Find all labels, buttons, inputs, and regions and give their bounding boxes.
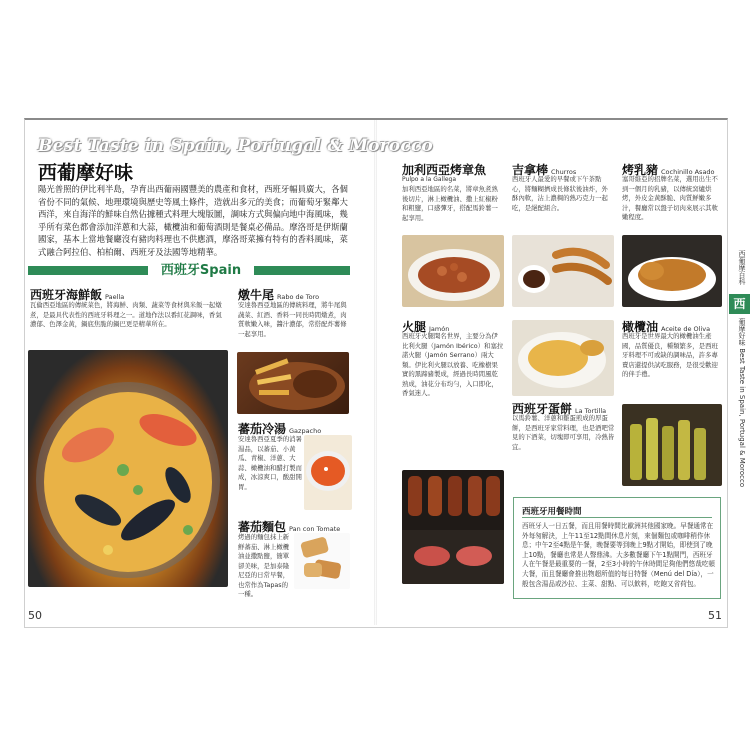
dish-title-paella: 西班牙海鮮飯 Paella xyxy=(30,288,125,302)
dish-title-gazpacho: 蕃茄冷湯 Gazpacho xyxy=(238,422,322,436)
jamon-illustration xyxy=(402,470,504,584)
gazpacho-illustration xyxy=(304,435,352,510)
meal-times-box xyxy=(513,497,721,599)
tortilla-photo xyxy=(512,320,614,396)
section-banner-spain xyxy=(28,262,350,279)
dish-text-rabo: 安達魯西亞地區的傳統料理，將牛尾與蔬菜、紅酒、香料一同長時間燉煮，肉質軟嫩入味，醬汁濃郁，常搭配炸薯條一起享用。 xyxy=(238,301,347,338)
dish-title-churros: 吉拿棒 Churros xyxy=(512,163,577,177)
churros-photo xyxy=(512,235,614,307)
dish-title-tortilla: 西班牙蛋餅 La Tortilla xyxy=(512,402,607,416)
page-title: 西葡摩好味 xyxy=(38,162,134,184)
dish-text-tortilla: 以馬鈴薯、洋蔥和雞蛋煎成的厚蛋餅，是西班牙家常料理，也是酒吧常見的下酒菜，切塊即可享用，冷熱皆宜。 xyxy=(512,414,615,451)
meal-box-title: 西班牙用餐時間 xyxy=(522,507,582,517)
churros-illustration xyxy=(512,235,614,307)
jamon-photo xyxy=(402,470,504,584)
dish-title-aceite: 橄欖油 Aceite de Oliva xyxy=(622,320,711,334)
english-title: Best Taste in Spain, Portugal & Morocco xyxy=(38,136,433,156)
gazpacho-photo xyxy=(304,435,352,510)
dish-text-aceite: 西班牙是世界最大的橄欖油生產國，品質優良，種類繁多，是西班牙料理不可或缺的調味品，許多專賣店還提供試吃服務，是很受歡迎的伴手禮。 xyxy=(622,332,718,378)
pulpo-photo xyxy=(402,235,504,307)
page-number-left: 50 xyxy=(28,609,42,622)
dish-title-jamon: 火腿 Jamón xyxy=(402,320,450,334)
page-number-right: 51 xyxy=(708,609,722,622)
rabo-illustration xyxy=(237,352,349,414)
paella-photo xyxy=(28,350,228,587)
cochinillo-photo xyxy=(622,235,722,307)
chapter-side-tab xyxy=(729,250,750,488)
pantomate-illustration xyxy=(294,533,350,589)
dish-title-cochinillo: 烤乳豬 Cochinillo Asado xyxy=(622,163,715,177)
dish-text-paella: 瓦倫西亞地區的傳統菜色，將海鮮、肉類、蔬菜等食材與米飯一起燉煮，是最具代表性的西班牙料理之一。道地作法以番紅花調味，香氣濃郁、色澤金黃，鍋底焦脆的鍋巴更是精華所在。 xyxy=(30,301,222,328)
cochinillo-illustration xyxy=(622,235,722,307)
intro-paragraph: 陽光普照的伊比利半島，孕育出西葡兩國豐美的農產和食材，西班牙幅員廣大，各個省份不同的氣候、地理環境與歷史等風土條件，造就出多元的美食；而葡萄牙緊鄰大西洋，來自海洋的鮮味自然佔據種式料理大塊版圖，調味方式與偏向地中海風味，幾乎所有菜色都會添加洋蔥和大蒜，橄欖油和葡萄酒則是餐桌必備品。摩洛哥是伊斯蘭國家，基本上當地餐廳沒有豬肉料理也不供應酒，摩洛哥菜擁有特有的香料風味，菜式融合阿拉伯、柏柏爾、西班牙及法國等地精華。 xyxy=(38,184,348,257)
dish-text-gazpacho: 安達魯西亞夏季的消暑湯品，以蕃茄、小黃瓜、青椒、洋蔥、大蒜、橄欖油和醋打製而成，冰涼爽口，酸甜開胃。 xyxy=(238,435,302,491)
meal-box-text: 西班牙人一日五餐，而且用餐時間比歐洲其他國家晚。早餐通常在外每匆解決，上午11至12點間休息片刻，來個麵包或咖啡稍作休息；中午2至4點是午餐，晚餐要等到晚上9點才開始，即使到了晚上10點，餐廳也常是人聲鼎沸。大多數餐廳下午1點開門，西班牙人在午餐是最重要的一餐，2至3小時的午休時間足夠他們悠哉吃頓大餐，而且餐廳會推出物超所值的每日特餐（Menú del Día），一般包含湯品或沙拉、主菜、甜點、可以飲料，吃飽又省荷包。 xyxy=(522,522,716,588)
dish-text-churros: 西班牙人最愛的早餐或下午茶點心，將麵糊擠成長條狀後油炸，外酥內軟，沾上濃稠的熱巧克力一起吃，是絕配組合。 xyxy=(512,175,608,212)
side-tab-section: 西葡摩百科 xyxy=(738,250,746,285)
aceite-photo xyxy=(622,404,722,486)
pulpo-illustration xyxy=(402,235,504,307)
pantomate-photo xyxy=(294,533,350,589)
paella-illustration xyxy=(28,350,228,587)
side-tab-label: 葡摩好味 Best Taste in Spain, Portugal & Morocco xyxy=(738,318,746,488)
dish-title-pantomate: 蕃茄麵包 Pan con Tomate xyxy=(238,520,341,534)
section-label: 西班牙Spain xyxy=(148,262,254,279)
aceite-illustration xyxy=(622,404,722,486)
dish-title-pulpo: 加利西亞烤章魚 xyxy=(402,163,487,177)
side-tab-box: 西 xyxy=(729,294,750,314)
dish-text-cochinillo: 塞哥維亞的招牌名菜，選用出生不到一個月的乳豬，以傳統窯爐烘烤，外皮金黃酥脆、肉質鮮嫩多汁，餐廳常以盤子切肉來展示其軟嫩程度。 xyxy=(622,175,718,221)
page-gutter xyxy=(374,120,377,625)
dish-en-pulpo: Pulpo a la Gallega xyxy=(402,176,457,183)
dish-text-pulpo: 加利西亞地區的名菜，將章魚煮熟後切片，淋上橄欖油、撒上紅椒粉和粗鹽，口感彈牙，搭配馬鈴薯一起享用。 xyxy=(402,185,498,222)
dish-text-pantomate: 烤過的麵包抹上新鮮蕃茄、淋上橄欖油並撒點鹽，簡單卻美味，是加泰隆尼亞的日常早餐，也常作為Tapas的一種。 xyxy=(238,533,290,598)
rabo-photo xyxy=(237,352,349,414)
dish-text-jamon: 西班牙火腿聞名世界，主要分為伊比利火腿（Jamón Ibérico）和塞拉諾火腿（Jamón Serrano）兩大類。伊比利火腿以放養、吃橡樹果實的黑蹄豬製成，經過長時間風乾熟成，油花分布均勻，入口即化，香氣迷人。 xyxy=(402,332,504,397)
dish-title-rabo: 燉牛尾 Rabo de Toro xyxy=(238,288,320,302)
tortilla-illustration xyxy=(512,320,614,396)
